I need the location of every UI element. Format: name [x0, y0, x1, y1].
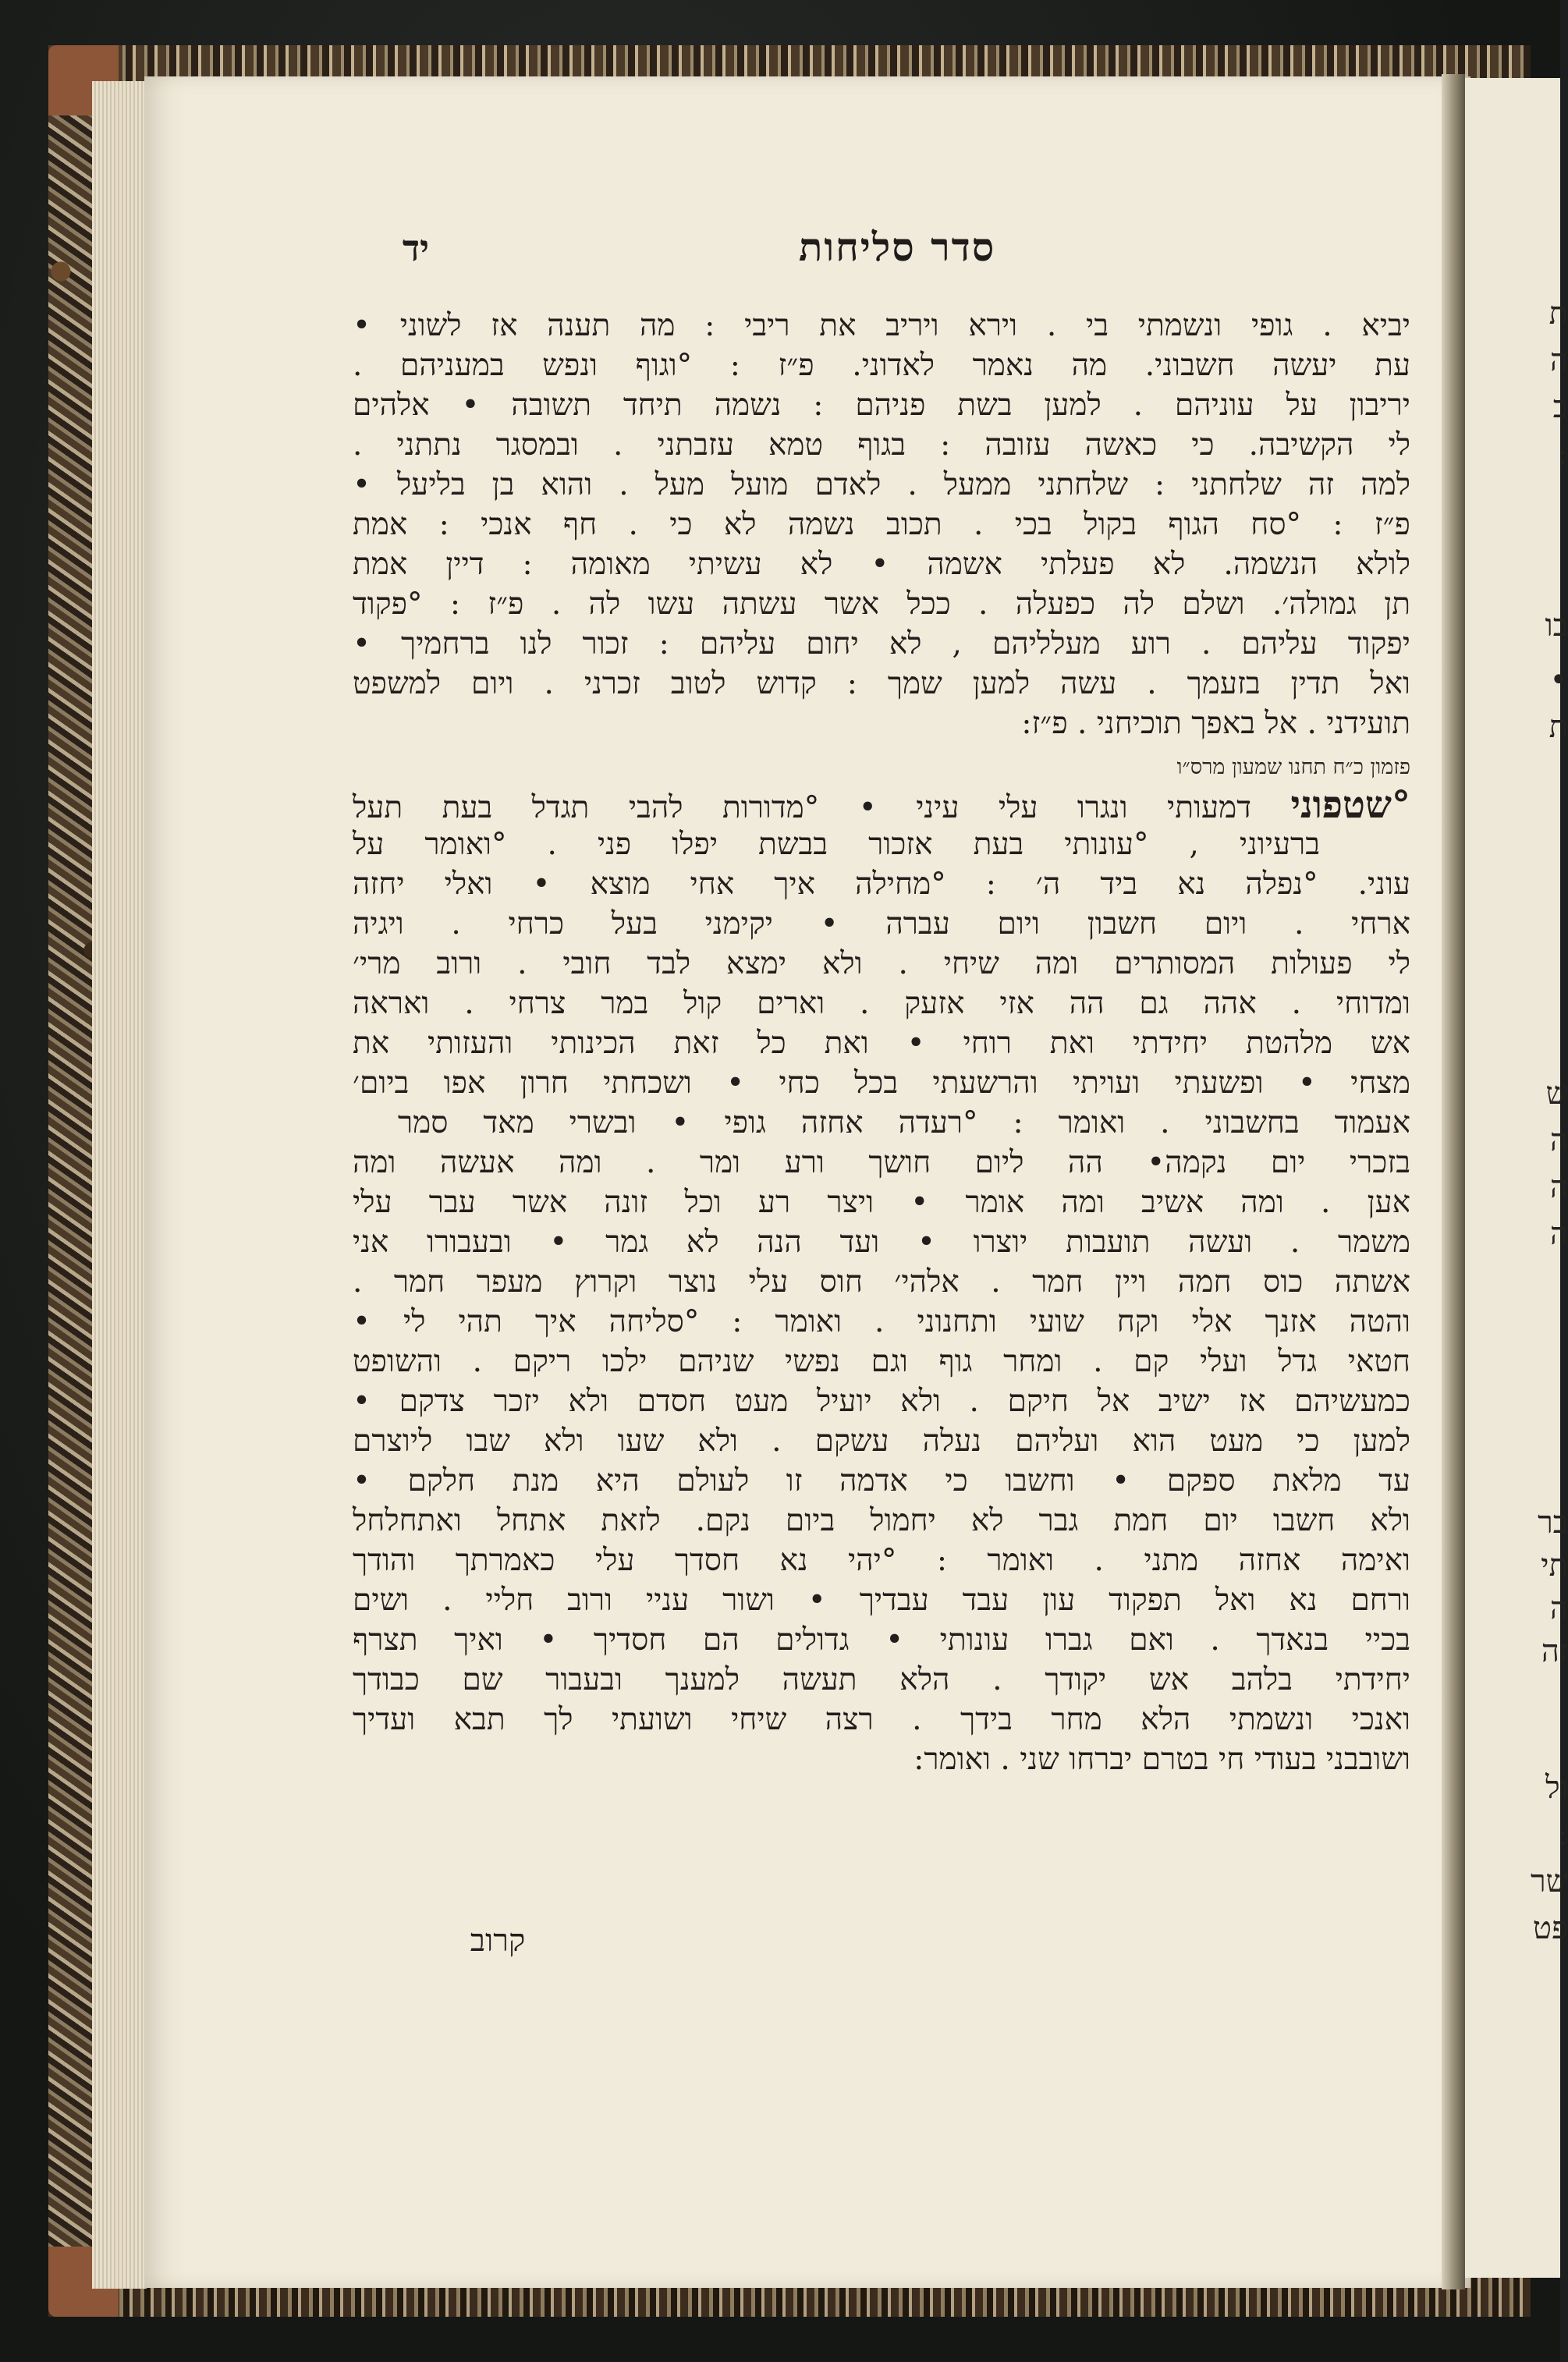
text-line: תן גמולה׳. ושלם לה כפעלה . ככל אשר עשתה עשו לה . פ״ז : °פקוד	[353, 587, 1410, 622]
facing-page-fragment: שר	[1531, 1864, 1568, 1899]
text-line: למען כי מעט הוא ועליהם נעלה עשקם . ולא שעו ולא שבו ליוצרם	[353, 1424, 1410, 1459]
text-line: עוני. °נפלה נא ביד ה׳ : °מחילה איך אחי מוצא • ואלי יחזה	[353, 867, 1410, 902]
text-line: חטאי גדל ועלי קם . ומחר גוף וגם נפשי שניהם ילכו ריקם . והשופט	[353, 1344, 1410, 1379]
page-edges	[92, 81, 147, 2289]
facing-page-fragment: :	[1557, 1817, 1568, 1853]
text-line: לולא הנשמה. לא פעלתי אשמה • לא עשיתי מאומה : דיין אמת	[353, 547, 1410, 582]
facing-page-fragment: פט	[1532, 1910, 1568, 1946]
facing-page-fragment: ת	[1548, 296, 1568, 332]
facing-page-fragment: •	[1549, 662, 1568, 698]
facing-page-fragment: ב	[1552, 389, 1568, 425]
text-line-indented: תועידני . אל באפך תוכיחני . פ״ז:	[1021, 706, 1410, 741]
facing-page-fragment: ה	[1549, 1169, 1568, 1205]
piyyut-heading: פזמון כ״ח תחנו שמעון מרס״ו	[1176, 755, 1410, 779]
running-header-title: סדר סליחות	[798, 224, 996, 270]
text-line: ומדוחי . אהה גם הה אזי אזעק . וארים קול במר צרחי . ואראה	[353, 986, 1410, 1021]
text-line: יחידתי בלהב אש יקודך . הלא תעשה למענך ובעבור שם כבודך	[353, 1662, 1410, 1697]
text-line: משמר . ועשה תועבות יוצרו • ועד הנה לא גמר • ובעבורו אני	[353, 1225, 1410, 1260]
text-line: יריבון על עוניהם . למען בשת פניהם : נשמה תיחד תשובה • אלהים	[353, 388, 1410, 423]
text-line: ואנכי ונשמתי הלא מחר בידך . רצה שיחי ושועתי לך תבא ועדיך	[353, 1702, 1410, 1737]
facing-page-fragment: ה	[1549, 342, 1568, 378]
text-line: אש מלהטת יחידתי ואת רוחי • ואת כל זאת הכינותי והעזותי את	[353, 1026, 1410, 1061]
text-line: ולא חשבו יום חמת גבר לא יחמול ביום נקם. לזאת אתחל ואתחלחל	[353, 1503, 1410, 1538]
piyyut-opening-line	[353, 785, 1410, 825]
text-line: עד מלאת ספקם • וחשבו כי אדמה זו לעולם היא מנת חלקם •	[353, 1463, 1410, 1498]
text-line: אשתה כוס חמה ויין חמר . אלהי׳ חוס עלי נוצר וקרוץ מעפר חמר .	[353, 1264, 1410, 1300]
piyyut-first-word: °שטפוני	[1290, 783, 1411, 827]
text-line: מצחי • ופשעתי ועויתי והרשעתי בכל כחי • ושכחתי חרון אפו ביום׳	[353, 1066, 1410, 1101]
text-line-last: ושובבני בעודי חי בטרם יברחו שני . ואומר:	[913, 1742, 1410, 1777]
book-gutter	[1442, 74, 1465, 2289]
facing-page-fragment: ה	[1549, 1591, 1568, 1626]
facing-page-fragment: ה	[1549, 1216, 1568, 1252]
text-line: עת יעשה חשבוני. מה נאמר לאדוני. פ״ז : °וגוף ונפש במעניהם .	[353, 348, 1410, 383]
facing-page-fragment: :	[1557, 436, 1568, 472]
text-line: ורחם נא ואל תפקוד עון עבד עבדיך • ושור עניי ורוב חליי . ושים	[353, 1583, 1410, 1618]
text-line: והטה אזנך אלי וקח שועי ותחנוני . ואומר : °סליחה איך תהי לי •	[353, 1304, 1410, 1339]
text-line: למה זה שלחתני : שלחתני ממעל . לאדם מועל מעל . והוא בן בליעל •	[353, 467, 1410, 502]
piyyut-second-line: ברעיוני , °עונותי בעת אזכור בבשת יפלו פני . °ואומר על	[353, 827, 1320, 862]
facing-page-fragment: ת	[1548, 709, 1568, 745]
facing-page-fragment: בר	[1538, 1505, 1568, 1541]
facing-page-fragment: זה	[1541, 1633, 1568, 1669]
piyyut-first-rest: דמעותי ונגרו עלי עיני • °מדורות להבי תגדל בעת תעל	[353, 790, 1251, 825]
text-line: כמעשיהם אז ישיב אל חיקם . ולא יועיל מעט חסדם ולא יזכר צדקם •	[353, 1384, 1410, 1419]
facing-page-fragment: ה	[1549, 1122, 1568, 1158]
facing-page-fragment: ול	[1545, 1770, 1568, 1806]
text-line: בזכרי יום נקמה• הה ליום חושך ורע ומר . ומה אעשה ומה	[353, 1145, 1410, 1180]
text-line: פ״ז : °סח הגוף בקול בכי . תכוב נשמה לא כי . חף אנכי : אמת	[353, 507, 1410, 542]
folio-number: יד	[402, 227, 430, 269]
text-line: ואימה אחזה מתני . ואומר : °יהי נא חסדך עלי כאמרתך והודך	[353, 1543, 1410, 1578]
text-line: לי פעולות המסותרים ומה שיחי . ולא ימצא לבד חובי . ורוב מרי׳	[353, 946, 1410, 981]
text-line: בכיי בנאדך . ואם גברו עונותי • גדולים הם חסדיך • ואיך תצרף	[353, 1623, 1410, 1658]
catchword: קרוב	[470, 1923, 526, 1959]
facing-page-fragment: ש	[1545, 1076, 1568, 1112]
text-line-indented: אעמוד בחשבוני . ואומר : °רעדה אחזה גופי • ובשרי מאד סמר	[398, 1105, 1410, 1140]
text-line: לי הקשיבה. כי כאשה עזובה : בגוף טמא עזבתני . ובמסגר נתתני .	[353, 427, 1410, 463]
text-line: ארחי . ויום חשבון ויום עברה • יקימני בעל כרחי . ויגיה	[353, 906, 1410, 942]
facing-page-fragment: תי	[1541, 1548, 1568, 1584]
text-line: ואל תדין בזעמך . עשה למען שמך : קדוש לטוב זכרני . ויום למשפט	[353, 666, 1410, 701]
text-line: יפקוד עליהם . רוע מעלליהם , לא יחום עליהם : זכור לנו ברחמיך •	[353, 626, 1410, 661]
text-line: אען . ומה אשיב ומה אומר • ויצר רע וכל זונה אשר עבר עלי	[353, 1185, 1410, 1220]
text-line: יביא . גופי ונשמתי בי . וירא ויריב את ריבי : מה תענה אז לשוני •	[353, 308, 1410, 343]
facing-page-fragment: בו	[1545, 608, 1568, 644]
